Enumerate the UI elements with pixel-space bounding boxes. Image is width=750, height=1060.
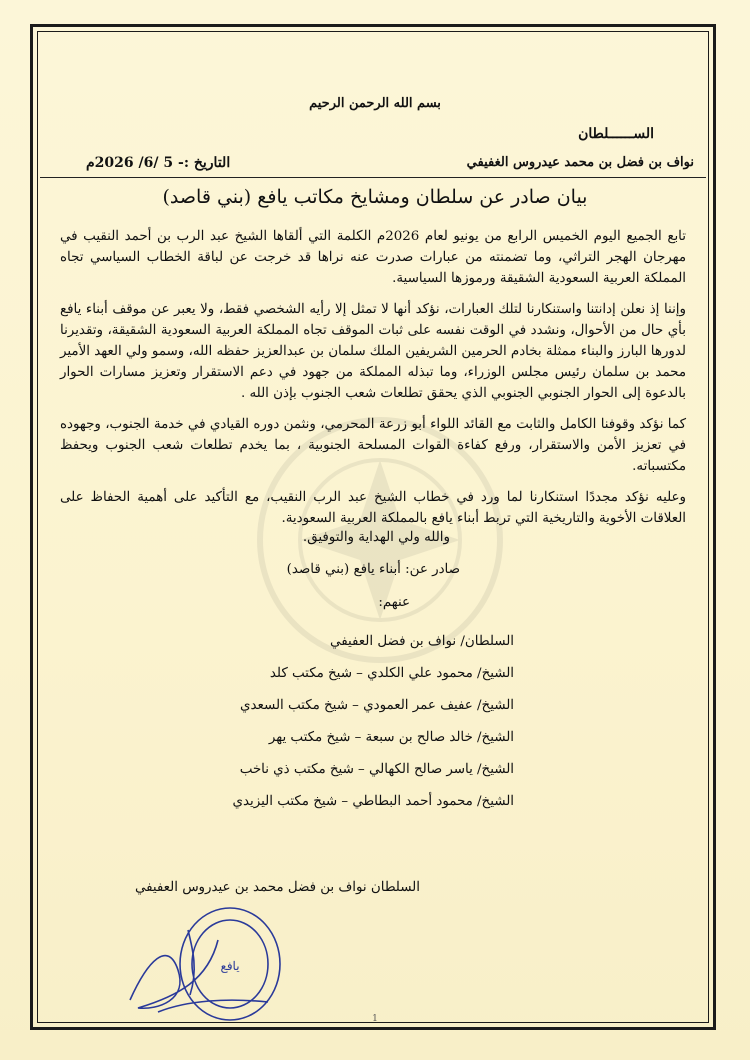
statement-body	[60, 226, 686, 539]
sultan-label: الســــــلطان	[578, 126, 654, 142]
sender-name: نواف بن فضل بن محمد عيدروس الغفيفي	[466, 155, 694, 170]
closing-blessing: والله ولي الهداية والتوفيق.	[302, 530, 450, 545]
stamp-text: يافع	[220, 959, 240, 973]
header-divider	[40, 177, 706, 178]
paragraph: تابع الجميع اليوم الخميس الرابع من يونيو لعام 2026م الكلمة التي ألقاها الشيخ عبد الرب بن أحمد النقيب في مهرجان الهجر التراثي، وما تضمنته من عبارات صدرت عنه نراها قد خرجت عن لباقة الخطاب السياسي تجاه المملكة العربية السعودية الشقيقة ورموزها السياسية.	[60, 229, 686, 286]
signatory: الشيخ/ ياسر صالح الكهالي – شيخ مكتب ذي ناخب	[239, 762, 514, 777]
stamp-and-signature	[118, 900, 290, 1024]
final-signature-line: السلطان نواف بن فضل محمد بن عيدروس العفيفي	[134, 880, 420, 895]
basmala: بسم الله الرحمن الرحيم	[309, 96, 441, 111]
signatory: الشيخ/ محمود أحمد البطاطي – شيخ مكتب اليزيدي	[232, 794, 514, 809]
date: التاريخ :- 5 /6/ 2026م	[86, 155, 231, 171]
signatory: الشيخ/ عفيف عمر العمودي – شيخ مكتب السعدي	[240, 698, 514, 713]
signatory: الشيخ/ خالد صالح بن سبعة – شيخ مكتب يهر	[268, 730, 514, 745]
paragraph: وعليه نؤكد مجددًا استنكارنا لما ورد في خطاب الشيخ عبد الرب النقيب، مع التأكيد على أهمية الحفاظ على العلاقات الأخوية والتاريخية التي تربط أبناء يافع بالمملكة العربية السعودية.	[60, 490, 686, 526]
issued-by: صادر عن: أبناء يافع (بني قاصد)	[286, 562, 460, 577]
signatory: السلطان/ نواف بن فضل العفيفي	[330, 634, 514, 649]
paragraph: كما نؤكد وقوفنا الكامل والثابت مع القائد اللواء أبو زرعة المحرمي، ونثمن دوره القيادي في خدمة الجنوب، وجهوده في تعزيز الأمن والاستقرار، ورفع كفاءة القوات المسلحة الجنوبية ، بما يخدم تطلعات شعب الجنوب ويحفظ مكتسباته.	[60, 417, 686, 474]
on-behalf: عنهم:	[378, 595, 410, 610]
statement-title: بيان صادر عن سلطان ومشايخ مكاتب يافع (بني قاصد)	[162, 186, 588, 208]
signatory: الشيخ/ محمود علي الكلدي – شيخ مكتب كلد	[269, 666, 514, 681]
paragraph: وإننا إذ نعلن إدانتنا واستنكارنا لتلك العبارات، نؤكد أنها لا تمثل إلا رأيه الشخصي فقط، ولا يعبر عن موقف أبناء يافع بأي حال من الأحوال، ونشدد في الوقت نفسه على ثبات الموقف تجاه المملكة العربية السعودية الشقيقة، وتقديرنا لدورها البارز والبناء ممثلة بخادم الحرمين الشريفين الملك سلمان بن عبدالعزيز حفظه الله، وسمو ولي العهد الأمير محمد بن سلمان رئيس مجلس الوزراء، وما تبذله المملكة من جهود في دعم الاستقرار وتعزيز مسارات الحوار بالدعوة إلى الحوار الجنوبي الجنوبي الذي يحقق تطلعات شعب الجنوب بإذن الله .	[60, 302, 686, 401]
page-number: 1	[372, 1014, 378, 1024]
signatories-list	[233, 626, 515, 818]
